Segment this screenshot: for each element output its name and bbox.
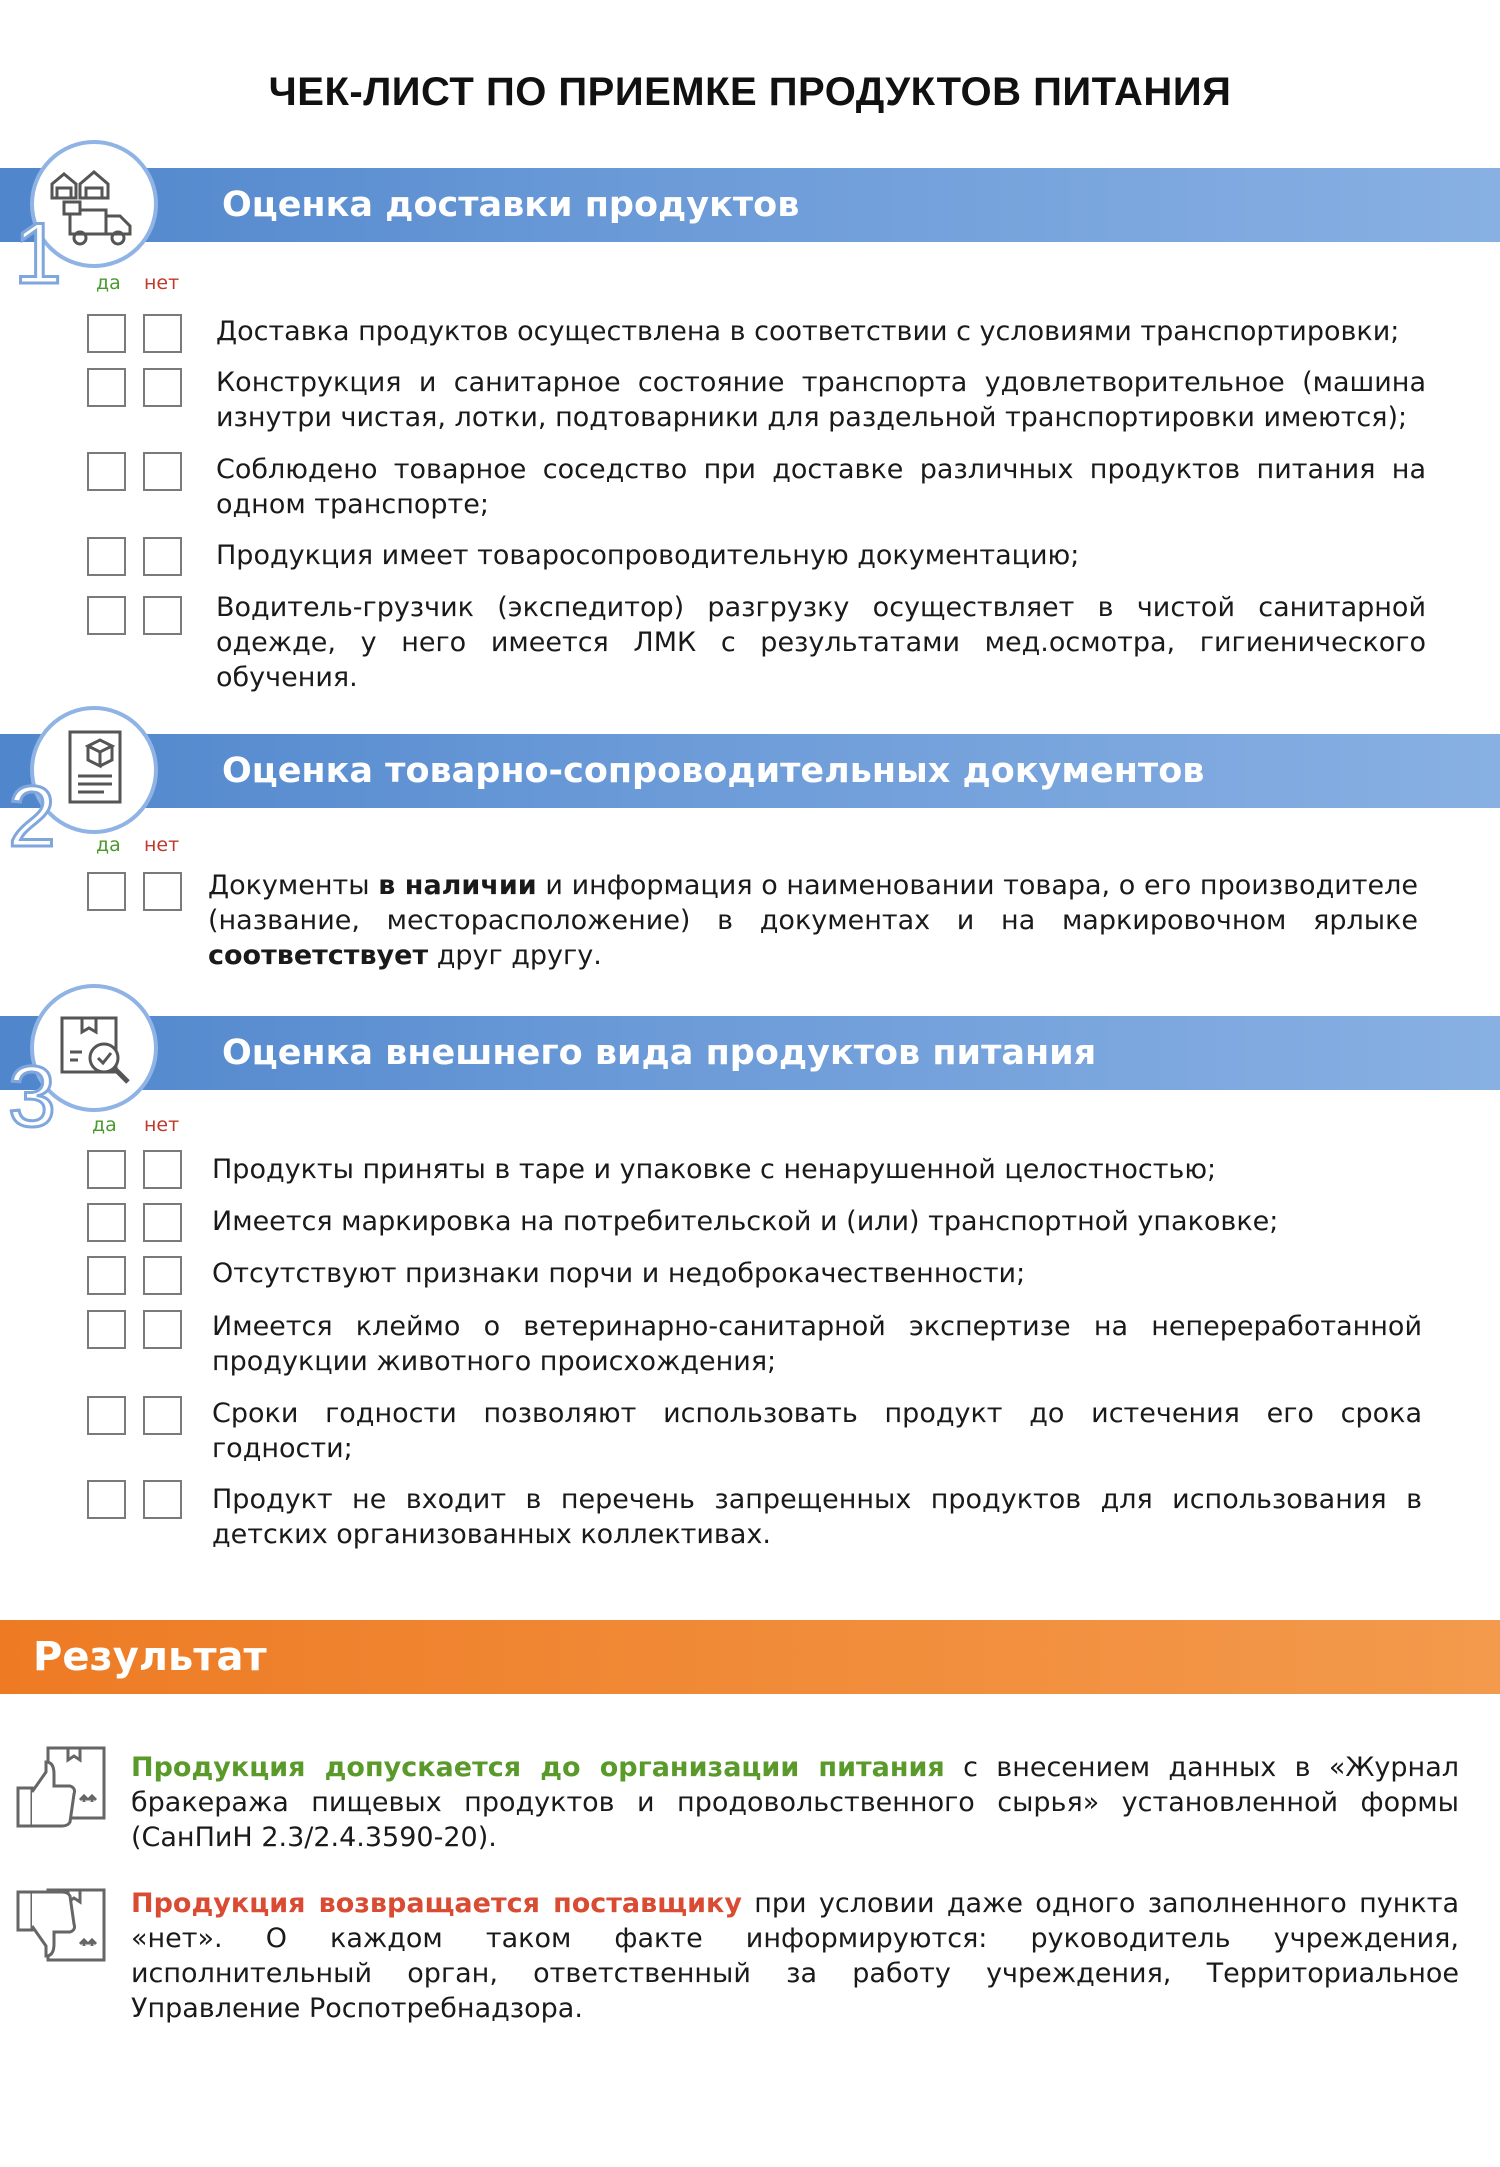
checkbox-yes[interactable]: [87, 314, 126, 353]
section-3-number: [4, 1048, 74, 1148]
checkbox-no[interactable]: [143, 1310, 182, 1349]
section-3-heading: Оценка внешнего вида продуктов питания: [222, 1033, 1097, 1073]
checklist-item: Доставка продуктов осуществлена в соответствии с условиями транспортировки;: [216, 316, 1400, 347]
thumbs-down-icon: [10, 1884, 110, 1974]
checkbox-no[interactable]: [143, 1150, 182, 1189]
page-title: ЧЕК-ЛИСТ ПО ПРИЕМКЕ ПРОДУКТОВ ПИТАНИЯ: [268, 70, 1232, 114]
checkbox-yes[interactable]: [87, 368, 126, 407]
checkbox-yes[interactable]: [87, 537, 126, 576]
yes-label: да: [96, 272, 121, 294]
checklist-item: Имеется клеймо о ветеринарно-санитарной экспертизе на непереработанной продукции животного происхождения;: [212, 1311, 1422, 1377]
no-label: нет: [144, 272, 180, 294]
checkbox-yes[interactable]: [87, 596, 126, 635]
yes-label: да: [92, 1114, 117, 1136]
svg-text:2: 2: [8, 769, 56, 865]
no-label: нет: [144, 1114, 180, 1136]
checkbox-yes[interactable]: [87, 1150, 126, 1189]
section-1-number: [10, 205, 80, 305]
checkbox-no[interactable]: [143, 452, 182, 491]
checkbox-no[interactable]: [143, 1396, 182, 1435]
checklist-item: Отсутствуют признаки порчи и недоброкачественности;: [212, 1258, 1026, 1289]
checklist-item: Конструкция и санитарное состояние транспорта удовлетворительное (машина изнутри чистая, лотки, подтоварники для раздельной транспортировки имеются);: [216, 367, 1426, 433]
section-2-number: [4, 768, 74, 868]
checklist-item: Продукт не входит в перечень запрещенных продуктов для использования в детских организованных коллективах.: [212, 1484, 1422, 1550]
svg-text:3: 3: [8, 1049, 56, 1145]
checklist-item: Документы в наличии и информация о наименовании товара, о его производителе (название, месторасположение) в документах и на маркировочном ярлыке соответствует друг другу.: [208, 870, 1418, 971]
checkbox-no[interactable]: [143, 537, 182, 576]
checklist-item: Сроки годности позволяют использовать продукт до истечения его срока годности;: [212, 1398, 1422, 1464]
checkbox-no[interactable]: [143, 872, 182, 911]
checkbox-no[interactable]: [143, 368, 182, 407]
checkbox-yes[interactable]: [87, 1203, 126, 1242]
checkbox-no[interactable]: [143, 1256, 182, 1295]
result-accept-text: Продукция допускается до организации питания с внесением данных в «Журнал бракеража пищевых продуктов и продовольственного сырья» установленной формы (СанПиН 2.3/2.4.3590-20).: [131, 1752, 1459, 1853]
checkbox-no[interactable]: [143, 596, 182, 635]
section-2-heading: Оценка товарно-сопроводительных документов: [222, 751, 1205, 791]
checklist-item: Водитель-грузчик (экспедитор) разгрузку осуществляет в чистой санитарной одежде, у него имеется ЛМК с результатами мед.осмотра, гигиенического обучения.: [216, 592, 1426, 693]
checklist-item: Продукты приняты в таре и упаковке с ненарушенной целостностью;: [212, 1154, 1217, 1185]
section-1-banner: [0, 168, 1500, 242]
checkbox-yes[interactable]: [87, 1396, 126, 1435]
checklist-item: Соблюдено товарное соседство при доставке различных продуктов питания на одном транспорте;: [216, 454, 1426, 520]
svg-text:1: 1: [14, 206, 62, 302]
no-label: нет: [144, 834, 180, 856]
checkbox-yes[interactable]: [87, 1310, 126, 1349]
result-heading: Результат: [33, 1634, 267, 1680]
checkbox-yes[interactable]: [87, 872, 126, 911]
result-banner: [0, 1620, 1500, 1694]
section-2-banner: [0, 734, 1500, 808]
checkbox-yes[interactable]: [87, 1480, 126, 1519]
checklist-item: Имеется маркировка на потребительской и (или) транспортной упаковке;: [212, 1206, 1279, 1237]
checkbox-no[interactable]: [143, 1203, 182, 1242]
result-reject-text: Продукция возвращается поставщику при условии даже одного заполненного пункта «нет». О каждом таком факте информируются: руководитель учреждения, исполнительный орган, ответственный за работу учреждения, Территориальное Управление Роспотребнадзора.: [131, 1888, 1459, 2024]
checkbox-yes[interactable]: [87, 1256, 126, 1295]
yes-label: да: [96, 834, 121, 856]
checkbox-yes[interactable]: [87, 452, 126, 491]
thumbs-up-icon: [10, 1742, 110, 1832]
section-1-heading: Оценка доставки продуктов: [222, 185, 800, 225]
checkbox-no[interactable]: [143, 314, 182, 353]
checkbox-no[interactable]: [143, 1480, 182, 1519]
checklist-item: Продукция имеет товаросопроводительную документацию;: [216, 540, 1080, 571]
section-3-banner: [0, 1016, 1500, 1090]
